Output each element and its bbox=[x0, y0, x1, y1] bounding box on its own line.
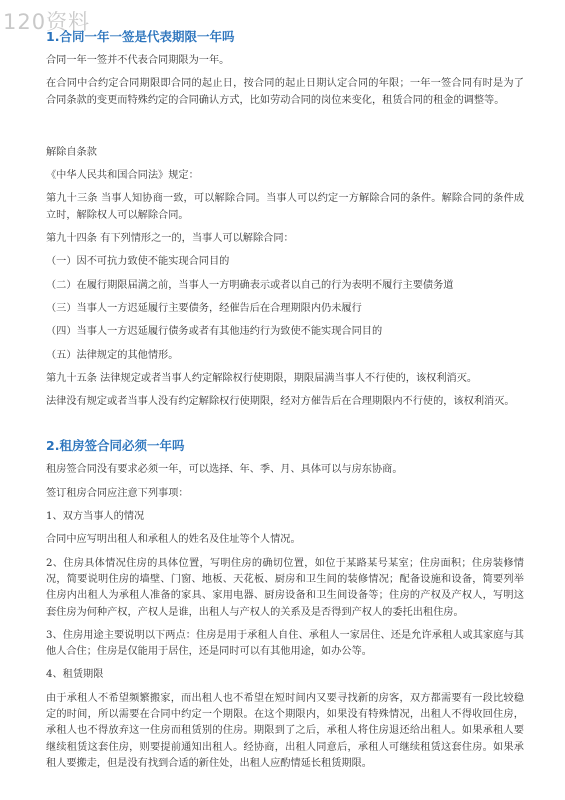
article-95-continued: 法律没有规定或者当事人没有约定解除权行使期限，经对方催告后在合理期限内不行使的，该权利消灭。 bbox=[46, 396, 515, 408]
article-95: 第九十五条 法律规定或者当事人约定解除权行使期限，期限届满当事人不行使的，该权利消灭。 bbox=[46, 372, 478, 384]
section-2-heading: 2.租房签合同必须一年吗 bbox=[46, 438, 185, 454]
paragraph: 签订租房合同应注意下列事项： bbox=[46, 487, 189, 499]
paragraph: 合同一年一签并不代表合同期限为一年。 bbox=[46, 55, 230, 66]
item-1-title: 1、双方当事人的情况 bbox=[46, 511, 145, 523]
rescind-title: 解除自条款 bbox=[46, 146, 97, 158]
item-4-title: 4、租赁期限 bbox=[46, 669, 104, 681]
list-item: （一）因不可抗力致使不能实现合同目的 bbox=[46, 256, 230, 268]
item-2: 2、住房具体情况住房的具体位置，写明住房的确切位置，如位于某路某号某室；住房面积；住房装修情况，简要说明住房的墙壁、门窗、地板、天花板、厨房和卫生间的装修情况；配备设施和设备，简要列举住房内出租人为承租人准备的家具、家用电器、厨房设备和卫生间设备等；住房的产权及产权人，写明这套住房为何种产权，产权人是谁，出租人与产权人的关系及是否得到产权人的委托出租住房。 bbox=[46, 557, 524, 618]
list-item: （五）法律规定的其他情形。 bbox=[46, 349, 179, 361]
section-1-heading: 1.合同一年一签是代表期限一年吗 bbox=[46, 29, 235, 44]
document-page bbox=[46, 28, 524, 779]
item-4-body: 由于承租人不希望频繁搬家，而出租人也不希望在短时间内又要寻找新的房客，双方都需要有一段比较稳定的时间，所以需要在合同中约定一个期限。在这个期限内，如果没有特殊情况，出租人不得收回住房，承租人也不得放弃这一住房而租赁别的住房。期限到了之后，承租人将住房退还给出租人。如果承租人要继续租赁这套住房，则要提前通知出租人。经协商，出租人同意后，承租人可继续租赁这套住房。如果承租人要搬走，但是没有找到合适的新住处，出租人应酌情延长租赁期限。 bbox=[46, 692, 524, 769]
item-1-body: 合同中应写明出租人和承租人的姓名及住址等个人情况。 bbox=[46, 534, 301, 546]
article-94: 第九十四条 有下列情形之一的，当事人可以解除合同： bbox=[46, 233, 294, 245]
watermark: 120资料 bbox=[3, 10, 91, 34]
paragraph: 在合同中合约定合同期限即合同的起止日，按合同的起止日期认定合同的年限；一年一签合同有时是为了合同条款的变更而特殊约定的合同确认方式，比如劳动合同的岗位来变化，租赁合同的租金的调整等。 bbox=[46, 78, 524, 106]
law-reference: 《中华人民共和国合同法》规定： bbox=[46, 170, 199, 182]
article-93: 第九十三条 当事人知协商一致，可以解除合同。当事人可以约定一方解除合同的条件。解除合同的条件成立时，解除权人可以解除合同。 bbox=[46, 193, 524, 221]
list-item: （四）当事人一方迟延履行债务或者有其他违约行为致使不能实现合同目的 bbox=[46, 326, 383, 338]
item-3: 3、住房用途主要说明以下两点：住房是用于承租人自住、承租人一家居住、还是允许承租人或其家庭与其他人合住；住房是仅能用于居住，还是同时可以有其他用途，如办公等。 bbox=[46, 629, 524, 658]
list-item: （二）在履行期限届满之前，当事人一方明确表示或者以自己的行为表明不履行主要债务道 bbox=[46, 279, 454, 291]
paragraph: 租房签合同没有要求必须一年，可以选择、年、季、月、具体可以与房东协商。 bbox=[46, 464, 403, 476]
list-item: （三）当事人一方迟延履行主要债务，经催告后在合理期限内仍未履行 bbox=[46, 302, 362, 314]
